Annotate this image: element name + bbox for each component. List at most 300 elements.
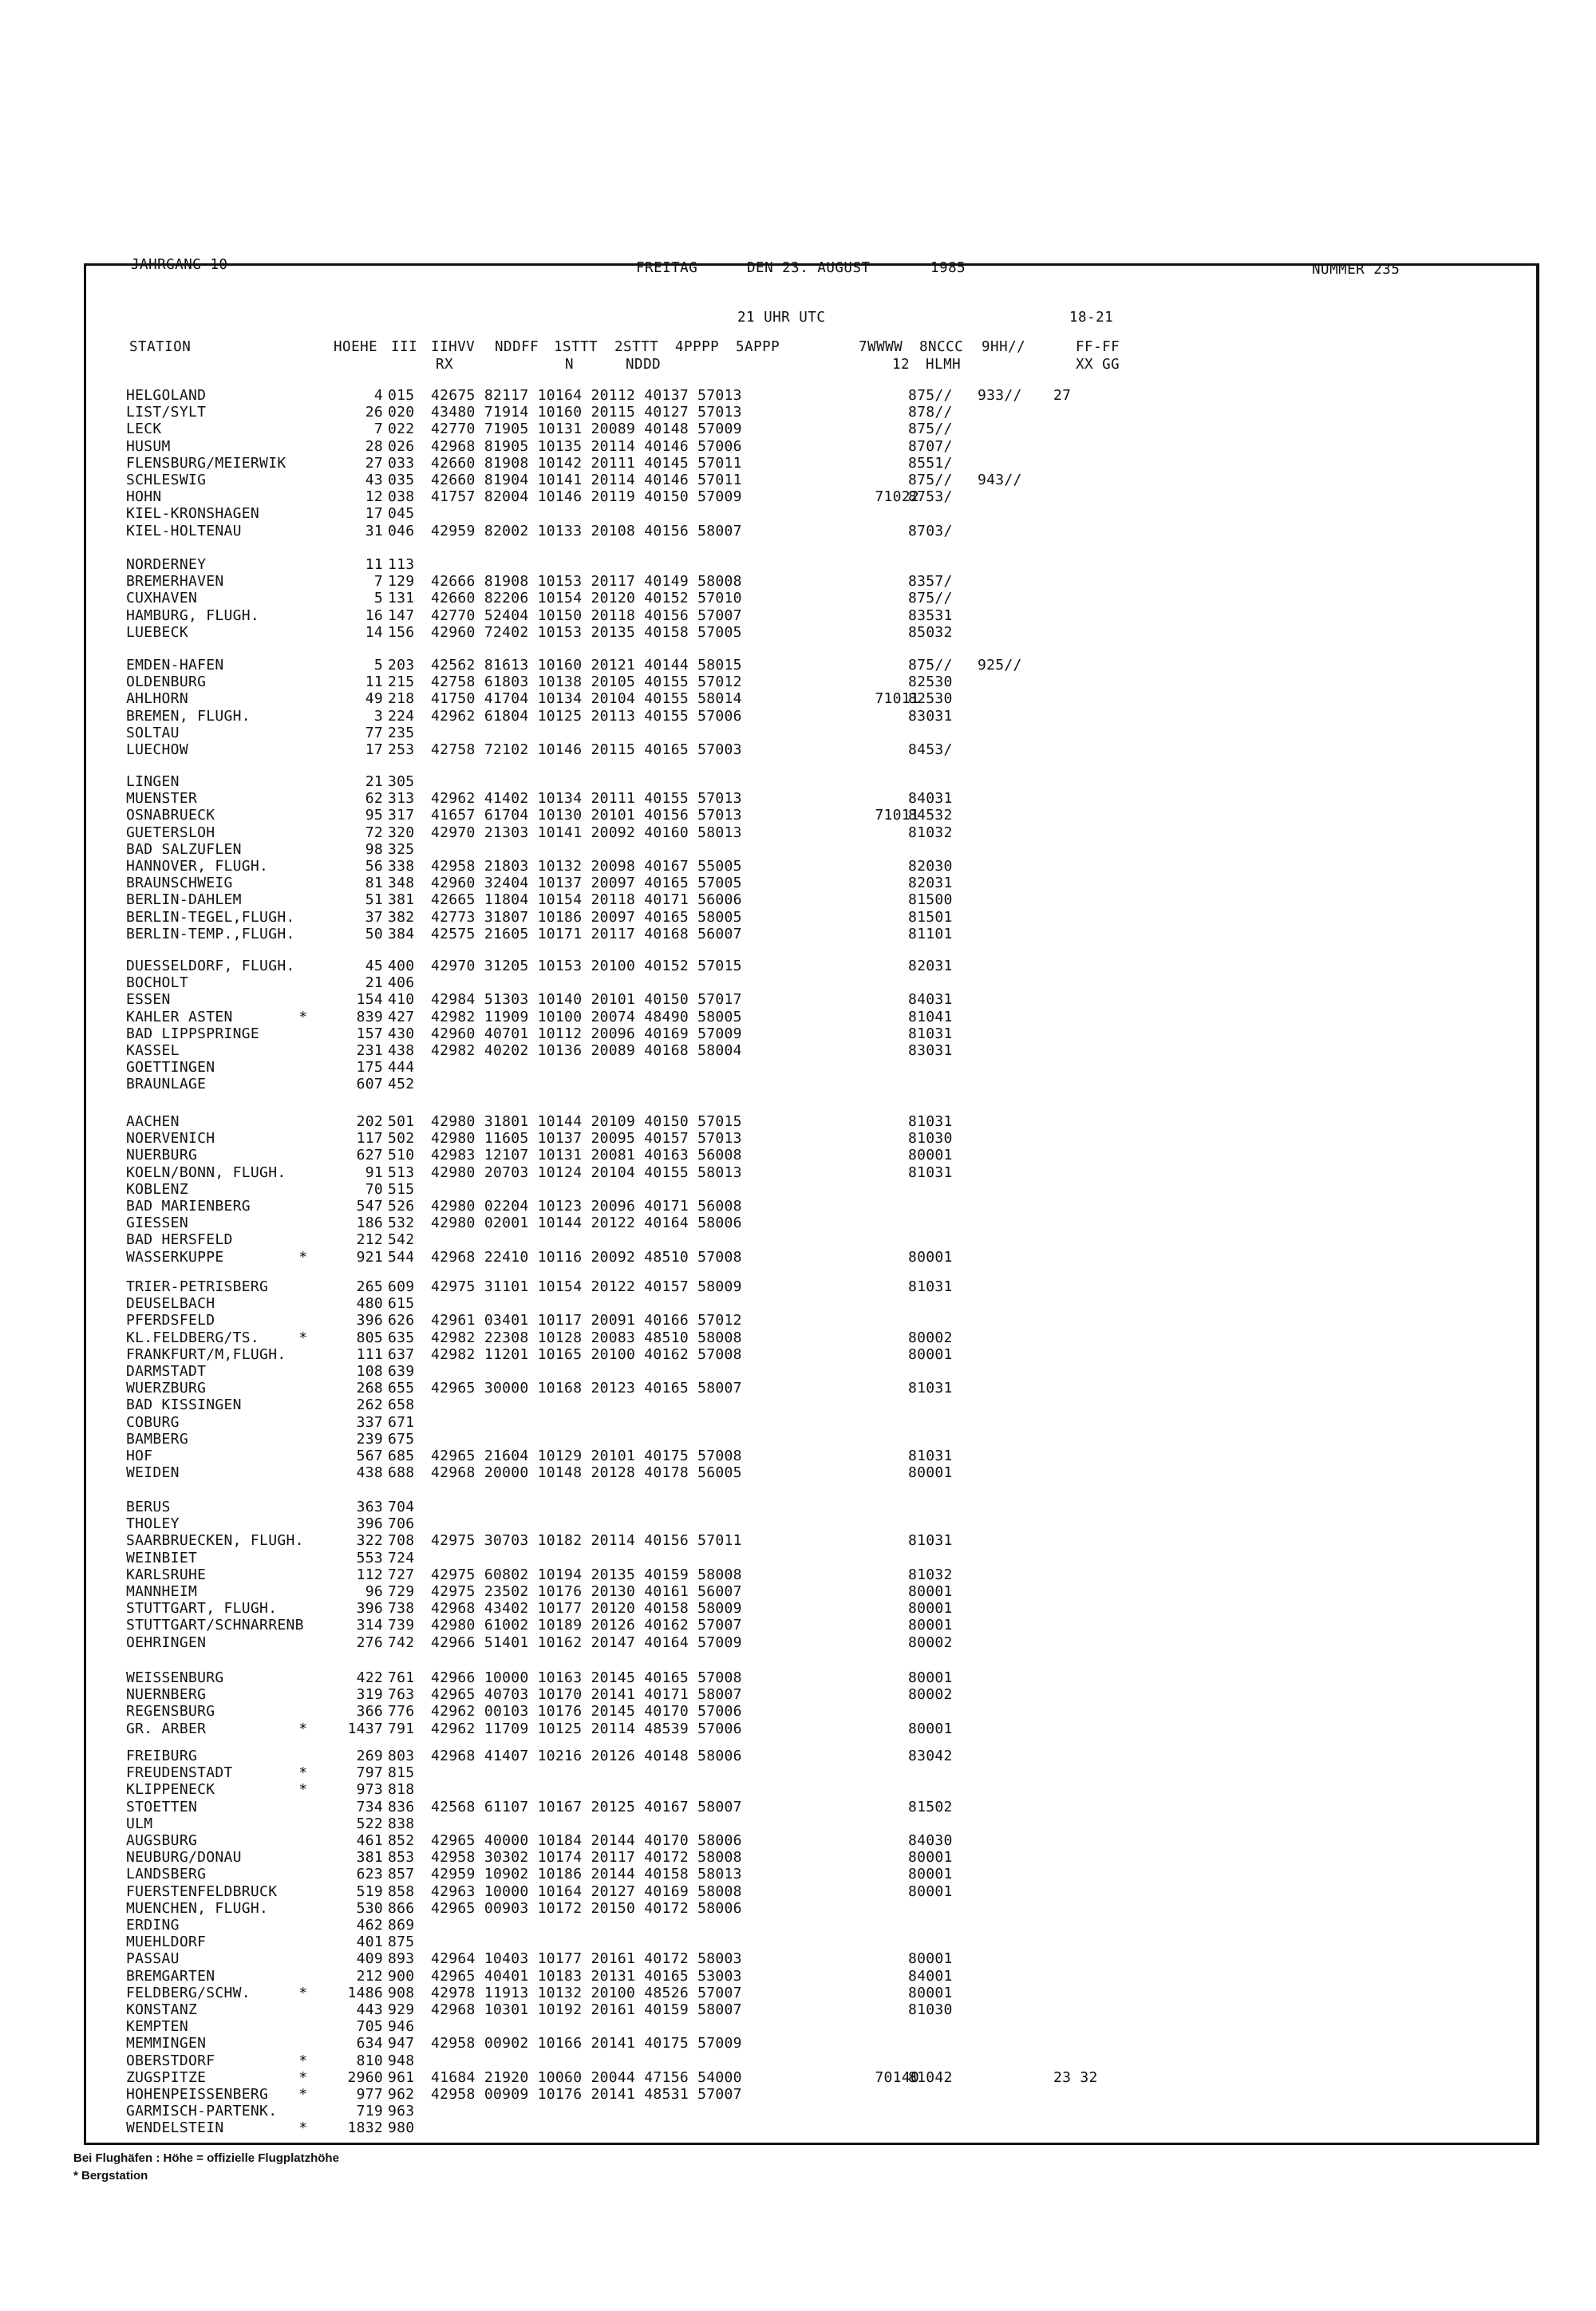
observation-time: 21 UHR UTC (737, 310, 826, 326)
issue-number: NUMMER 235 (1312, 262, 1400, 278)
cloud-group: 875// (908, 421, 953, 438)
station-name: LECK (126, 421, 162, 438)
table-row (0, 1499, 1516, 1515)
weather-group: 70140 (875, 2068, 919, 2086)
table-row (0, 1431, 1516, 1448)
table-row (0, 2001, 1516, 2018)
station-index: 218 (388, 690, 415, 708)
station-name: KAHLER ASTEN (126, 1008, 233, 1025)
station-name: GARMISCH-PARTENK. (126, 2103, 278, 2120)
table-row (0, 1147, 1516, 1163)
station-height: 108 (356, 1363, 383, 1380)
synop-groups: 42963 10000 10164 20127 40169 58008 (431, 1882, 742, 1900)
table-row (0, 573, 1516, 590)
synop-groups: 42975 23502 10176 20130 40161 56007 (431, 1583, 742, 1600)
station-height: 396 (356, 1312, 383, 1329)
table-row (0, 1380, 1516, 1396)
table-row (0, 421, 1516, 437)
table-row (0, 1076, 1516, 1092)
station-index: 400 (388, 958, 415, 974)
station-index: 384 (388, 925, 415, 942)
table-row (0, 674, 1516, 690)
station-height: 14 (365, 623, 383, 641)
station-name: WENDELSTEIN (126, 2119, 224, 2137)
station-index: 635 (388, 1329, 415, 1346)
station-height: 396 (356, 1515, 383, 1533)
table-row (0, 1799, 1516, 1815)
synop-groups: 42965 30000 10168 20123 40165 58007 (431, 1380, 742, 1397)
station-index: 962 (388, 2086, 415, 2103)
station-name: NEUBURG/DONAU (126, 1849, 242, 1867)
table-row (0, 1130, 1516, 1147)
table-row (0, 1278, 1516, 1295)
table-row (0, 1346, 1516, 1363)
col-appp: 5APPP (736, 339, 780, 355)
station-height: 719 (356, 2103, 383, 2120)
station-name: MUENSTER (126, 790, 198, 808)
cloud-group: 878// (908, 404, 953, 421)
station-height: 805 (356, 1329, 383, 1346)
station-height: 77 (365, 724, 383, 741)
station-height: 175 (356, 1059, 383, 1076)
station-name: KIEL-HOLTENAU (126, 522, 242, 539)
synop-groups: 42980 02001 10144 20122 40164 58006 (431, 1215, 742, 1232)
synop-groups: 41750 41704 10134 20104 40155 58014 (431, 690, 742, 708)
table-row (0, 1617, 1516, 1634)
station-index: 963 (388, 2103, 415, 2120)
station-index: 410 (388, 991, 415, 1009)
station-index: 381 (388, 891, 415, 909)
station-height: 634 (356, 2035, 383, 2052)
synop-groups: 42965 00903 10172 20150 40172 58006 (431, 1899, 742, 1917)
station-height: 95 (365, 807, 383, 824)
station-name: NOERVENICH (126, 1130, 215, 1148)
station-name: KIEL-KRONSHAGEN (126, 505, 260, 523)
station-name: AACHEN (126, 1113, 180, 1130)
station-index: 502 (388, 1130, 415, 1148)
station-index: 818 (388, 1781, 415, 1799)
station-index: 033 (388, 454, 415, 472)
station-height: 16 (365, 606, 383, 624)
station-name: NUERNBERG (126, 1686, 207, 1704)
station-height: 50 (365, 925, 383, 942)
table-row (0, 2035, 1516, 2052)
station-index: 655 (388, 1380, 415, 1397)
station-height: 422 (356, 1669, 383, 1686)
station-height: 17 (365, 741, 383, 758)
station-height: 56 (365, 858, 383, 875)
station-height: 438 (356, 1464, 383, 1482)
table-row (0, 1815, 1516, 1832)
station-height: 5 (373, 590, 383, 607)
station-name: OLDENBURG (126, 674, 207, 691)
cloud-group: 82031 (908, 958, 953, 974)
station-name: WASSERKUPPE (126, 1248, 224, 1266)
synop-groups: 42982 22308 10128 20083 48510 58008 (431, 1329, 742, 1346)
station-name: HELGOLAND (126, 387, 207, 404)
table-row (0, 841, 1516, 858)
synop-groups: 42958 00902 10166 20141 40175 57009 (431, 2035, 742, 2052)
synop-groups: 42665 11804 10154 20118 40171 56006 (431, 891, 742, 909)
station-index: 147 (388, 606, 415, 624)
station-index: 317 (388, 807, 415, 824)
station-height: 212 (356, 1967, 383, 1985)
station-name: KLIPPENECK (126, 1781, 215, 1799)
station-height: 231 (356, 1042, 383, 1059)
station-height: 1437 (347, 1720, 383, 1737)
station-name: LIST/SYLT (126, 404, 207, 421)
station-index: 305 (388, 773, 415, 790)
table-row (0, 1669, 1516, 1686)
station-index: 510 (388, 1147, 415, 1164)
station-height: 443 (356, 2001, 383, 2018)
station-name: OBERSTDORF (126, 2052, 215, 2069)
station-index: 742 (388, 1634, 415, 1651)
table-row (0, 1764, 1516, 1781)
station-name: KOBLENZ (126, 1180, 188, 1198)
station-height: 973 (356, 1781, 383, 1799)
cloud-group: 80001 (908, 1984, 953, 2001)
station-index: 803 (388, 1748, 415, 1764)
station-name: DEUSELBACH (126, 1295, 215, 1313)
col-pppp: 4PPPP (675, 339, 720, 355)
station-name: FELDBERG/SCHW. (126, 1984, 251, 2001)
station-name: BAD KISSINGEN (126, 1396, 242, 1414)
synop-groups: 42965 40000 10184 20144 40170 58006 (431, 1832, 742, 1849)
col-wwww-sub: 12 (892, 357, 911, 373)
mountain-marker: * (298, 2086, 308, 2103)
station-index: 866 (388, 1899, 415, 1917)
synop-groups: 42983 12107 10131 20081 40163 56008 (431, 1147, 742, 1164)
station-index: 836 (388, 1798, 415, 1815)
station-index: 253 (388, 741, 415, 758)
cloud-group: 81031 (908, 1532, 953, 1550)
station-index: 515 (388, 1180, 415, 1198)
station-index: 235 (388, 724, 415, 741)
cloud-group: 80001 (908, 1600, 953, 1618)
synop-groups: 42666 81908 10153 20117 40149 58008 (431, 573, 742, 591)
table-row (0, 1312, 1516, 1329)
table-row (0, 1849, 1516, 1866)
station-height: 212 (356, 1231, 383, 1249)
station-name: BRAUNLAGE (126, 1076, 207, 1093)
synop-groups: 42758 72102 10146 20115 40165 57003 (431, 741, 742, 758)
station-name: BAMBERG (126, 1430, 188, 1448)
synop-groups: 42980 02204 10123 20096 40171 56008 (431, 1198, 742, 1215)
station-index: 224 (388, 707, 415, 725)
station-index: 776 (388, 1703, 415, 1720)
table-row (0, 1950, 1516, 1967)
station-height: 154 (356, 991, 383, 1009)
station-height: 480 (356, 1295, 383, 1313)
synop-groups: 42984 51303 10140 20101 40150 57017 (431, 991, 742, 1009)
station-name: BERLIN-DAHLEM (126, 891, 242, 909)
synop-groups: 42958 30302 10174 20117 40172 58008 (431, 1849, 742, 1867)
cloud-group: 81501 (908, 908, 953, 926)
station-name: BREMERHAVEN (126, 573, 224, 591)
synop-groups: 42660 82206 10154 20120 40152 57010 (431, 590, 742, 607)
table-row (0, 725, 1516, 741)
cloud-group: 80001 (908, 1950, 953, 1968)
year-label: 1985 (930, 260, 966, 276)
station-index: 763 (388, 1686, 415, 1704)
col-stttx: 1STTT (554, 339, 598, 355)
table-row (0, 1583, 1516, 1600)
station-name: GUETERSLOH (126, 824, 215, 841)
station-height: 462 (356, 1917, 383, 1934)
synop-groups: 42960 40701 10112 20096 40169 57009 (431, 1025, 742, 1042)
station-name: WUERZBURG (126, 1380, 207, 1397)
station-height: 734 (356, 1798, 383, 1815)
station-index: 637 (388, 1345, 415, 1363)
synop-groups: 42980 61002 10189 20126 40162 57007 (431, 1617, 742, 1634)
table-row (0, 1883, 1516, 1900)
table-row (0, 1515, 1516, 1532)
cloud-group: 80001 (908, 1345, 953, 1363)
table-row (0, 1231, 1516, 1248)
synop-groups: 42982 11909 10100 20074 48490 58005 (431, 1008, 742, 1025)
table-row (0, 974, 1516, 991)
station-height: 314 (356, 1617, 383, 1634)
station-name: CUXHAVEN (126, 590, 198, 607)
col-nccc-sub: HLMH (926, 357, 962, 373)
cloud-group: 8357/ (908, 573, 953, 591)
table-row (0, 1025, 1516, 1042)
cloud-group: 8551/ (908, 454, 953, 472)
station-height: 401 (356, 1934, 383, 1951)
station-name: OSNABRUECK (126, 807, 215, 824)
cloud-group: 83042 (908, 1748, 953, 1764)
weather-group: 71011 (875, 690, 919, 708)
station-height: 381 (356, 1849, 383, 1867)
table-row (0, 2086, 1516, 2103)
cloud-group: 80001 (908, 1464, 953, 1482)
station-height: 51 (365, 891, 383, 909)
station-index: 724 (388, 1549, 415, 1566)
table-row (0, 1198, 1516, 1215)
synop-groups: 42982 11201 10165 20100 40162 57008 (431, 1345, 742, 1363)
station-name: LANDSBERG (126, 1866, 207, 1883)
synop-groups: 42968 43402 10177 20120 40158 58009 (431, 1600, 742, 1618)
mountain-marker: * (298, 2068, 308, 2086)
synop-groups: 42975 60802 10194 20135 40159 58008 (431, 1566, 742, 1583)
station-height: 17 (365, 505, 383, 523)
station-height: 627 (356, 1147, 383, 1164)
synop-groups: 42962 61804 10125 20113 40155 57006 (431, 707, 742, 725)
station-index: 203 (388, 657, 415, 674)
synop-groups: 42962 41402 10134 20111 40155 57013 (431, 790, 742, 808)
cloud-group: 83531 (908, 606, 953, 624)
table-row (0, 1600, 1516, 1617)
station-height: 111 (356, 1345, 383, 1363)
table-row (0, 505, 1516, 522)
station-height: 81 (365, 875, 383, 892)
weekday-label: FREITAG (636, 260, 698, 276)
cloud-group: 80001 (908, 1248, 953, 1266)
station-height: 366 (356, 1703, 383, 1720)
cloud-group: 80001 (908, 1849, 953, 1867)
table-row (0, 1550, 1516, 1566)
table-row (0, 1686, 1516, 1703)
synop-groups: 42980 31801 10144 20109 40150 57015 (431, 1113, 742, 1130)
station-height: 37 (365, 908, 383, 926)
station-name: STUTTGART, FLUGH. (126, 1600, 278, 1618)
station-name: DARMSTADT (126, 1363, 207, 1380)
station-index: 438 (388, 1042, 415, 1059)
synop-groups: 42770 71905 10131 20089 40148 57009 (431, 421, 742, 438)
table-row (0, 404, 1516, 421)
cloud-group: 84001 (908, 1967, 953, 1985)
station-index: 325 (388, 840, 415, 858)
synop-groups: 42568 61107 10167 20125 40167 58007 (431, 1798, 742, 1815)
mountain-marker: * (298, 1329, 308, 1346)
synop-groups: 42959 10902 10186 20144 40158 58013 (431, 1866, 742, 1883)
station-height: 519 (356, 1882, 383, 1900)
synop-groups: 42965 40703 10170 20141 40171 58007 (431, 1686, 742, 1704)
cloud-group: 81031 (908, 1380, 953, 1397)
synop-groups: 42962 11709 10125 20114 48539 57006 (431, 1720, 742, 1737)
station-index: 338 (388, 858, 415, 875)
col-ff-sub: XX GG (1076, 357, 1120, 373)
station-name: WEIDEN (126, 1464, 180, 1482)
cloud-group: 84031 (908, 991, 953, 1009)
table-row (0, 773, 1516, 790)
cloud-height-group: 933// (978, 387, 1022, 404)
station-index: 900 (388, 1967, 415, 1985)
station-height: 322 (356, 1532, 383, 1550)
table-row (0, 926, 1516, 942)
station-index: 708 (388, 1532, 415, 1550)
station-height: 530 (356, 1899, 383, 1917)
table-row (0, 1295, 1516, 1312)
station-index: 406 (388, 974, 415, 992)
station-index: 526 (388, 1198, 415, 1215)
station-index: 131 (388, 590, 415, 607)
synop-groups: 42970 31205 10153 20100 40152 57015 (431, 958, 742, 974)
station-height: 705 (356, 2018, 383, 2036)
wind-gust-group: 23 32 (1053, 2068, 1098, 2086)
synop-groups: 42965 21604 10129 20101 40175 57008 (431, 1448, 742, 1464)
synop-groups: 42958 00909 10176 20141 48531 57007 (431, 2086, 742, 2103)
cloud-group: 81032 (908, 824, 953, 841)
station-name: NUERBURG (126, 1147, 198, 1164)
synop-groups: 42980 11605 10137 20095 40157 57013 (431, 1130, 742, 1148)
table-row (0, 1634, 1516, 1651)
synop-groups: 42970 21303 10141 20092 40160 58013 (431, 824, 742, 841)
station-index: 615 (388, 1295, 415, 1313)
table-row (0, 1363, 1516, 1380)
table-row (0, 1215, 1516, 1231)
station-name: WEINBIET (126, 1549, 198, 1566)
station-height: 91 (365, 1163, 383, 1181)
station-name: BREMEN, FLUGH. (126, 707, 251, 725)
station-name: COBURG (126, 1413, 180, 1431)
station-height: 269 (356, 1748, 383, 1764)
station-height: 98 (365, 840, 383, 858)
station-index: 035 (388, 472, 415, 488)
cloud-group: 80002 (908, 1634, 953, 1651)
station-name: BAD SALZUFLEN (126, 840, 242, 858)
table-row (0, 1720, 1516, 1737)
station-name: THOLEY (126, 1515, 180, 1533)
station-index: 542 (388, 1231, 415, 1249)
station-index: 853 (388, 1849, 415, 1867)
synop-groups: 42968 20000 10148 20128 40178 56005 (431, 1464, 742, 1482)
station-index: 727 (388, 1566, 415, 1583)
station-name: BAD HERSFELD (126, 1231, 233, 1249)
period-label: 18-21 (1069, 310, 1114, 326)
station-height: 1832 (347, 2119, 383, 2137)
synop-groups: 41657 61704 10130 20101 40156 57013 (431, 807, 742, 824)
cloud-group: 81500 (908, 891, 953, 909)
mountain-marker: * (298, 1781, 308, 1799)
synop-groups: 42961 03401 10117 20091 40166 57012 (431, 1312, 742, 1329)
station-name: MEMMINGEN (126, 2035, 207, 2052)
station-height: 567 (356, 1448, 383, 1464)
cloud-group: 8703/ (908, 522, 953, 539)
synop-groups: 41684 21920 10060 20044 47156 54000 (431, 2068, 742, 2086)
station-height: 553 (356, 1549, 383, 1566)
cloud-group: 82031 (908, 875, 953, 892)
station-height: 31 (365, 522, 383, 539)
table-row (0, 1249, 1516, 1266)
table-row (0, 1059, 1516, 1076)
table-row (0, 708, 1516, 725)
mountain-marker: * (298, 1764, 308, 1782)
table-row (0, 2052, 1516, 2069)
cloud-group: 83031 (908, 707, 953, 725)
table-row (0, 472, 1516, 488)
station-name: LUEBECK (126, 623, 188, 641)
cloud-group: 82530 (908, 674, 953, 691)
station-index: 929 (388, 2001, 415, 2018)
cloud-group: 81502 (908, 1798, 953, 1815)
table-row (0, 1113, 1516, 1130)
station-height: 319 (356, 1686, 383, 1704)
cloud-group: 8707/ (908, 437, 953, 455)
station-index: 852 (388, 1832, 415, 1849)
table-row (0, 741, 1516, 758)
station-name: TRIER-PETRISBERG (126, 1278, 269, 1295)
cloud-group: 875// (908, 657, 953, 674)
table-row (0, 1464, 1516, 1481)
table-row (0, 1181, 1516, 1198)
station-index: 026 (388, 437, 415, 455)
weather-group: 71011 (875, 807, 919, 824)
station-index: 022 (388, 421, 415, 438)
cloud-group: 81030 (908, 2001, 953, 2018)
station-index: 729 (388, 1583, 415, 1600)
synop-groups: 42966 10000 10163 20145 40165 57008 (431, 1669, 742, 1686)
station-name: BREMGARTEN (126, 1967, 215, 1985)
station-index: 513 (388, 1163, 415, 1181)
station-index: 857 (388, 1866, 415, 1883)
station-height: 157 (356, 1025, 383, 1042)
table-row (0, 1329, 1516, 1346)
mountain-marker: * (298, 1008, 308, 1025)
station-index: 045 (388, 505, 415, 523)
station-height: 112 (356, 1566, 383, 1583)
station-name: LINGEN (126, 773, 180, 790)
station-index: 947 (388, 2035, 415, 2052)
station-index: 501 (388, 1113, 415, 1130)
station-name: BOCHOLT (126, 974, 188, 992)
cloud-group: 80001 (908, 1882, 953, 1900)
synop-groups: 42770 52404 10150 20118 40156 57007 (431, 606, 742, 624)
station-height: 265 (356, 1278, 383, 1295)
cloud-group: 80002 (908, 1329, 953, 1346)
station-name: REGENSBURG (126, 1703, 215, 1720)
